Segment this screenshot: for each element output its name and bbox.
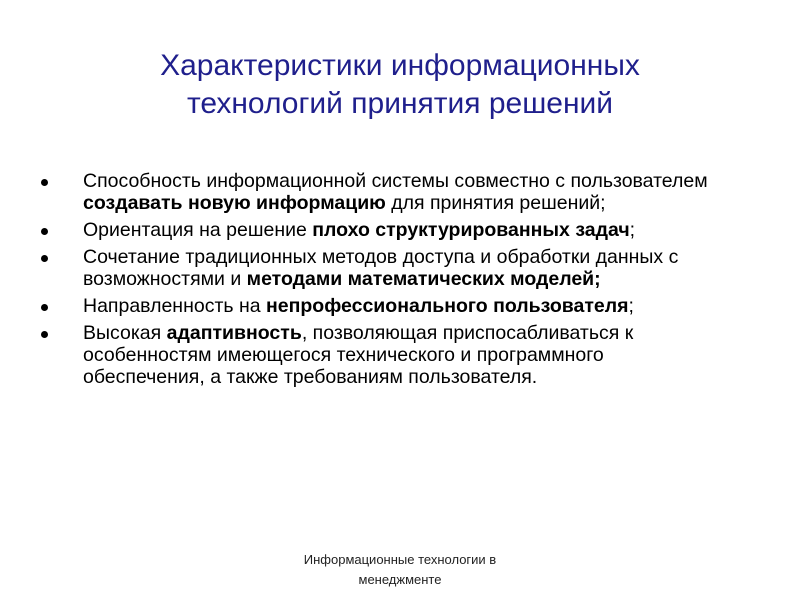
bullet-item-5 xyxy=(38,322,728,388)
bullet-dot-icon xyxy=(41,331,48,338)
bullet-item-1 xyxy=(38,170,728,214)
bullet-dot-icon xyxy=(41,304,48,311)
bullet-item-3 xyxy=(38,246,728,290)
bullet-2-bold: плохо структурированных задач xyxy=(312,219,630,241)
title-line-1: Характеристики информационных xyxy=(160,49,640,82)
slide-title xyxy=(60,47,740,123)
bullet-2-text: Ориентация на решение xyxy=(83,219,313,241)
bullet-5-text: Высокая xyxy=(83,322,167,344)
bullet-4-text: Направленность на xyxy=(83,295,266,317)
bullet-dot-icon xyxy=(41,228,48,235)
bullet-dot-icon xyxy=(41,179,48,186)
bullet-3-bold: методами математических моделей; xyxy=(246,268,601,290)
bullet-5-text-end: , позволяющая приспосабливаться к особенностям имеющегося технического и программного обеспечения, а также требованиям пользователя. xyxy=(83,322,634,388)
bullet-2-text-end: ; xyxy=(629,219,636,241)
bullet-1-bold: создавать новую информацию xyxy=(83,192,386,214)
bullet-4-text-end: ; xyxy=(628,295,634,317)
footer-line-1: Информационные технологии в xyxy=(303,552,497,567)
bullet-3-text: Сочетание традиционных методов доступа и обработки данных с возможностями и xyxy=(83,246,679,290)
bullet-5-bold: адаптивность xyxy=(166,322,302,344)
bullet-4-bold: непрофессионального пользователя xyxy=(265,295,629,317)
bullet-1-text: Способность информационной системы совместно с пользователем xyxy=(83,170,708,192)
bullet-item-2 xyxy=(38,219,728,241)
bullet-list xyxy=(38,170,728,393)
footer-line-2: менеджменте xyxy=(358,572,442,587)
title-line-2: технологий принятия решений xyxy=(186,87,614,120)
bullet-item-4 xyxy=(38,295,728,317)
bullet-dot-icon xyxy=(41,255,48,262)
slide-footer xyxy=(250,550,550,590)
bullet-1-text-end: для принятия решений; xyxy=(385,192,606,214)
